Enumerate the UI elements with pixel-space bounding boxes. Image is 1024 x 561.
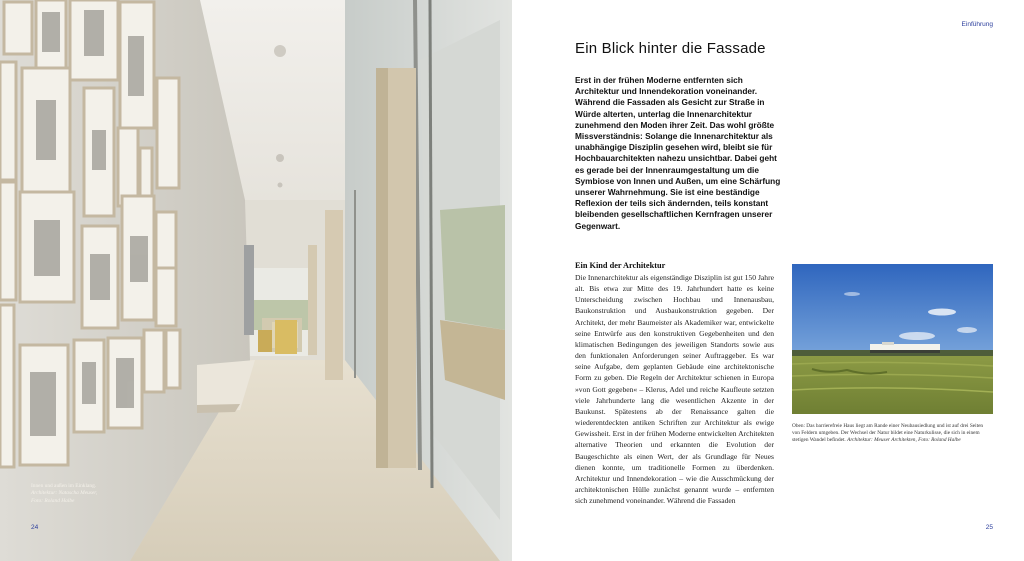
left-caption-line2: Architektur: Natascha Meuser,	[31, 490, 98, 497]
left-photo-caption	[31, 483, 141, 505]
page-number-right: 25	[985, 524, 993, 531]
page-title: Ein Blick hinter die Fassade	[575, 40, 766, 57]
page-number-left: 24	[31, 524, 39, 531]
house-field-photo	[792, 264, 993, 414]
left-caption-line3: Foto: Roland Halbe	[31, 497, 75, 504]
section-heading: Ein Kind der Architektur	[575, 261, 666, 270]
right-caption-text: Oben: Das barrierefreie Haus liegt am Rande einer Neubausiedlung und ist auf drei Seiten von Feldern umgeben. Der Wechsel der Natur bildet eine Naturkulisse, die sich in einem stetigen Wandel befindet.	[792, 423, 984, 443]
body-text: Die Innenarchitektur als eigenständige Disziplin ist gut 150 Jahre alt. Bis etwa zur Mitte des 19. Jahrhundert hatte es keine Unterscheidung zwischen Hochbau und Innenausbau, Baukonstruktion und Ausbaukonstruktion gegeben. Der Architekt, der mehr Baumeister als Akademiker war, entwickelte seine Entwürfe aus den konstruktiven Gegebenheiten und den klimatischen Bedingungen des jeweiligen Standorts sowie aus den funktionalen Anforderungen seiner Auftraggeber. Es war seine Aufgabe, dem geplanten Gebäude eine architektonische Form zu geben. Die Regeln der Architektur schienen in Europa »von Gott gegeben« – Klerus, Adel und reiche Kaufleute setzten viele Jahrhunderte lang die wesentlichen Akzente in der Baukunst. Spätestens ab der Renaissance galten die wiederentdeckten antiken Schriften zur Architektur als ewige Gewissheit. Erst in der frühen Moderne entwickelten Architekten alternative Theorien und erkannten die Evolution der Baugeschichte als einen Wert, der als Grundlage für Neues dienen konnte, um traditionelle Formen zu überdenken. Architektur und Innendekoration – wie die Ausschmückung der architektonischen Hülle zunächst genannt wurde – entfernten sich zunehmend voneinander. Während die Fassaden	[575, 273, 774, 506]
lead-paragraph: Erst in der frühen Moderne entfernten sich Architektur und Innendekoration voneinander. Während die Fassaden als Gesicht zur Straße in Würde alterten, unterlag die Innenarchitektur zunehmend den Moden ihrer Zeit. Das wohl größte Missverständnis: Solange die Innenarchitektur als unabhängige Disziplin gesehen wird, bleibt sie für Hochbauarchitekten nahezu unsichtbar. Dabei geht es gerade bei der Innenraumgestaltung um die Symbiose von Innen und Außen, um eine Schärfung unserer Wahrnehmung. Sie ist eine beständige Reflexion der teils sich ändernden, teils konstant bleibenden gesellschaftlichen Kernfragen unserer Gegenwart.	[575, 75, 781, 231]
running-head: Einführung	[961, 21, 993, 28]
right-photo-caption	[792, 423, 992, 444]
right-page	[512, 0, 1024, 561]
left-caption-line1: Innen und außen im Einklang.	[31, 483, 97, 489]
right-caption-credit: Architektur: Meuser Architekten, Foto: Roland Halbe	[847, 436, 961, 443]
